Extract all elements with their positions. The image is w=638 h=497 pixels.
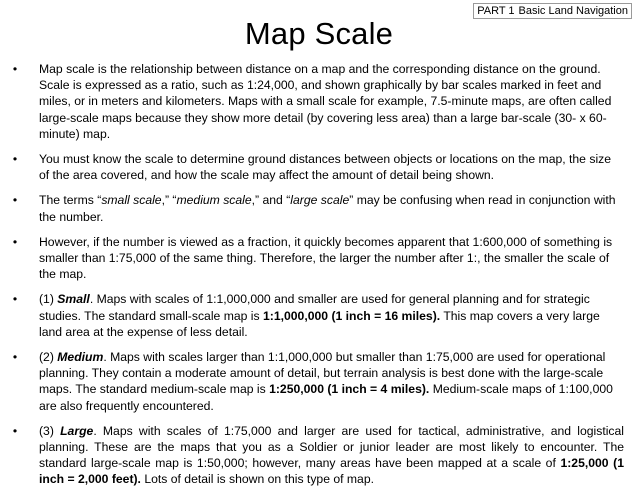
bullet-text-part: . Maps with scales of 1:1,000,000 and smaller are used for general planning and for strategic studies. The standard small-scale map is [39,292,590,323]
standard-scale-medium: 1:250,000 (1 inch = 4 miles). [269,382,430,397]
bullet-list [0,61,638,497]
bullet-text: Map scale is the relationship between distance on a map and the corresponding distance on the ground. Scale is expressed as a ratio, such as 1:24,000, and shown graphically by bar scales marked in feet and miles, or in meters and kilometers. Maps with a small scale for example, 7.5-minute maps, are often called large-scale maps because they show more detail (by covering less area) than a large bar-scale (30- x 60-minute) map. [39,62,612,141]
bullet-icon: • [12,193,18,208]
bullet-text-part: This map covers a very large land area at the expense of less detail. [39,308,600,339]
bullet-text-part: ,” “ [161,193,177,208]
term-small-scale: small scale [101,193,162,208]
page-title: Map Scale [244,16,394,51]
bullet-icon: • [12,292,18,307]
bullet-text-part: . Maps with scales of 1:75,000 and larger are used for tactical, administrative, and logistical planning. These are the maps that you as a Soldier or junior leader are most likely to encounter. The standard large-scale map is 1:50,000; however, many areas have been mapped at a scale of [39,423,624,471]
bullet-icon: • [12,234,18,249]
bullet-small-scale [0,291,638,340]
bullet-text-part: (1) [39,292,58,307]
bullet-large-scale [0,423,638,488]
scale-label-medium: Medium [57,350,104,365]
bullet-text-part: ,” and “ [251,193,291,208]
bullet-fraction-explanation [0,234,638,283]
section-name: Basic Land Navigation [518,5,628,17]
part-number: PART 1 [477,5,515,17]
bullet-text-part: The terms “ [39,193,102,208]
bullet-text-part: (3) [39,423,61,438]
bullet-icon: • [12,152,18,167]
bullet-icon: • [12,423,18,438]
bullet-icon: • [12,62,18,76]
term-large-scale: large scale [290,193,350,208]
bullet-text-part: . Maps with scales larger than 1:1,000,000 but smaller than 1:75,000 are used for operational planning. They contain a moderate amount of detail, but terrain analysis is best done with the large-scale maps. The standard medium-scale map is [39,350,606,397]
bullet-text-part: Lots of detail is shown on this type of map. [140,472,374,487]
bullet-know-the-scale [0,151,638,183]
bullet-text: You must know the scale to determine ground distances between objects or locations on the map, the size of the area covered, and how the scale may affect the amount of detail being shown. [39,152,612,183]
term-medium-scale: medium scale [176,193,252,208]
scale-label-small: Small [57,292,90,307]
bullet-text-part: ” may be confusing when read in conjunction with the number. [39,193,616,224]
bullet-medium-scale [0,349,638,414]
bullet-text-part: (2) [39,350,58,365]
scale-label-large: Large [60,423,94,438]
standard-scale-large: 1:25,000 (1 inch = 2,000 feet). [39,456,624,487]
bullet-map-scale-definition [0,61,638,142]
bullet-text-part: Medium-scale maps of 1:100,000 are also frequently encountered. [39,382,613,413]
bullet-text: However, if the number is viewed as a fraction, it quickly becomes apparent that 1:600,000 of something is smaller than 1:75,000 of the same thing. Therefore, the larger the number after 1:, the smaller the scale of the map. [39,234,613,282]
bullet-scale-terms [0,192,638,224]
standard-scale-small: 1:1,000,000 (1 inch = 16 miles). [263,308,441,323]
bullet-icon: • [12,350,18,365]
